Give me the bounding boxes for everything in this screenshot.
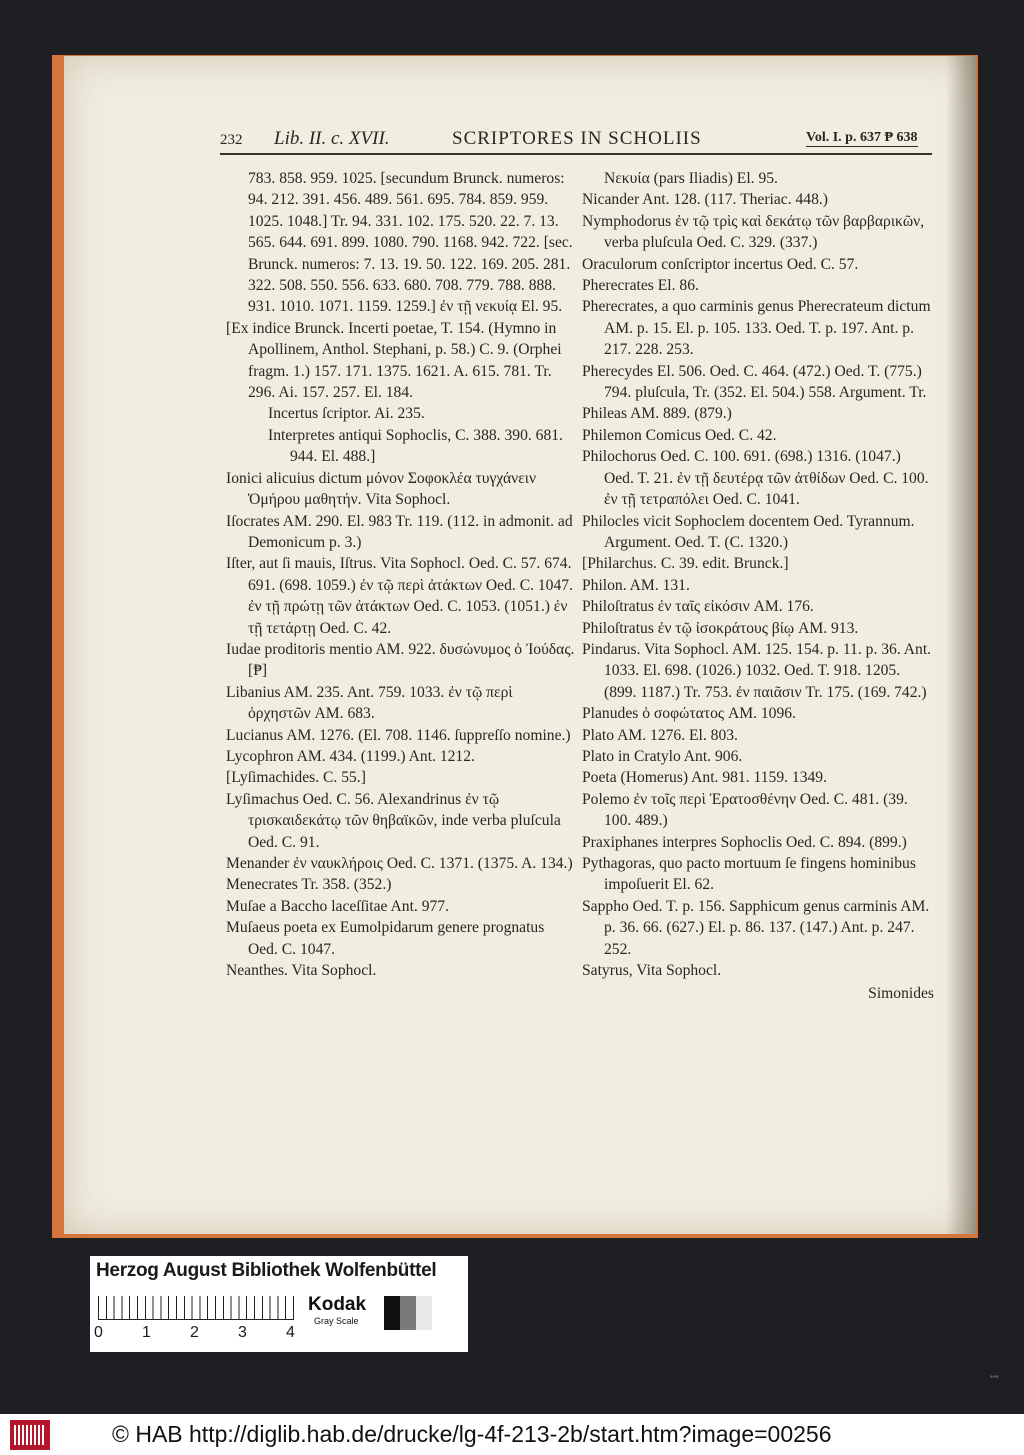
page-number: 232 — [220, 132, 243, 148]
index-entry: Philochorus Oed. C. 100. 691. (698.) 1316. (1047.) Oed. T. 21. ἐν τῇ δευτέρᾳ τῶν ἀτθίδων Oed. C. 100. ἐν τῇ τετραπόλει Oed. C. 1041. — [582, 448, 929, 509]
source-link[interactable]: © HAB http://diglib.hab.de/drucke/lg-4f-213-2b/start.htm?image=00256 — [112, 1421, 832, 1447]
ruler-numbers — [94, 1324, 304, 1344]
index-entry: Oraculorum conſcriptor incertus Oed. C. 57. — [582, 255, 859, 273]
right-text-column — [582, 168, 934, 1005]
scale-ruler — [98, 1296, 294, 1320]
index-entry: Philon. AM. 131. — [582, 576, 690, 594]
ruler-number: 0 — [94, 1324, 103, 1341]
index-entry: 783. 858. 959. 1025. [secundum Brunck. numeros: 94. 212. 391. 456. 489. 561. 695. 784. 859. 959. 1025. 1048.] Tr. 94. 331. 102. 175. 520. 22. 7. 13. 565. 644. 691. 899. 1080. 790. 1168. 942. 722. [sec. Brunck. numeros: 7. 13. 19. 50. 122. 169. 205. 281. 322. 508. 550. 556. 633. 680. 708. 779. 788. 888. 931. 1010. 1071. 1159. 1259.] ἐν τῇ νεκυίᾳ El. 95. — [248, 170, 573, 316]
index-entry: Philoſtratus ἐν τῷ ἰσοκράτους βίῳ AM. 913. — [582, 619, 859, 637]
hab-logo-icon — [10, 1420, 50, 1450]
index-entry: Pythagoras, quo pacto mortuum ſe fingens hominibus impoſuerit El. 62. — [582, 855, 916, 894]
chapter-label: Lib. II. c. XVII. — [274, 128, 390, 149]
left-text-column — [226, 168, 576, 981]
index-entry: Nymphodorus ἐν τῷ τρὶς καὶ δεκάτῳ τῶν βαρβαρικῶν, verba pluſcula Oed. C. 329. (337.) — [582, 212, 925, 252]
index-entry: Menecrates Tr. 358. (352.) — [226, 876, 392, 894]
color-calibration-card — [90, 1256, 468, 1352]
volume-reference: Vol. I. p. 637 ₱ 638 — [806, 130, 918, 145]
index-entry: Poeta (Homerus) Ant. 981. 1159. 1349. — [582, 769, 827, 787]
index-entry: [Philarchus. C. 39. edit. Brunck.] — [582, 555, 789, 573]
index-entry: Sappho Oed. T. p. 156. Sapphicum genus carminis AM. p. 36. 66. (627.) El. p. 86. 137. (147.) Ant. p. 247. 252. — [582, 897, 930, 958]
gray-swatch — [384, 1296, 400, 1330]
index-entry: Lycophron AM. 434. (1199.) Ant. 1212. — [226, 747, 475, 765]
index-entry: Muſae a Baccho laceſſitae Ant. 977. — [226, 897, 449, 915]
gray-swatches — [384, 1296, 432, 1330]
library-name: Herzog August Bibliothek Wolfenbüttel — [96, 1260, 437, 1281]
index-entry: Pherecrates El. 86. — [582, 277, 699, 295]
index-entry: Iſocrates AM. 290. El. 983 Tr. 119. (112. in admonit. ad Demonicum p. 3.) — [226, 512, 573, 551]
index-entry: Philocles vicit Sophoclem docentem Oed. Tyrannum. Argument. Oed. T. (C. 1320.) — [582, 512, 915, 551]
index-entry: Philemon Comicus Oed. C. 42. — [582, 426, 777, 444]
running-title: SCRIPTORES IN SCHOLIIS — [452, 128, 702, 149]
index-entry: Plato AM. 1276. El. 803. — [582, 726, 738, 744]
index-entry: Pindarus. Vita Sophocl. AM. 125. 154. p. 11. p. 36. Ant. 1033. El. 698. (1026.) 1032. Oed. T. 918. 1205. (899. 1187.) Tr. 753. ἐν παιᾶσιν Tr. 175. (169. 742.) — [582, 640, 932, 701]
index-entry: Nicander Ant. 128. (117. Theriac. 448.) — [582, 191, 828, 209]
ruler-number: 4 — [286, 1324, 295, 1341]
gray-scale-label: Gray Scale — [314, 1316, 359, 1326]
index-entry: Phileas AM. 889. (879.) — [582, 405, 732, 423]
index-entry: Muſaeus poeta ex Eumolpidarum genere prognatus Oed. C. 1047. — [226, 919, 545, 958]
index-entry: Incertus ſcriptor. Ai. 235. — [268, 405, 425, 423]
header-rule — [220, 153, 932, 155]
page-gutter-shadow — [946, 56, 976, 1234]
gray-swatch — [400, 1296, 416, 1330]
index-entry: Praxiphanes interpres Sophoclis Oed. C. 894. (899.) — [582, 833, 907, 851]
index-entry: Neanthes. Vita Sophocl. — [226, 962, 377, 980]
index-entry: [Ex indice Brunck. Incerti poetae, T. 154. (Hymno in Apollinem, Anthol. Stephani, p. 58.) C. 9. (Orphei fragm. 1.) 157. 171. 1375. 1621. A. 615. 781. Tr. 296. Ai. 157. 257. El. 184. — [226, 319, 562, 402]
index-entry: Lucianus AM. 1276. (El. 708. 1146. ſuppreſſo nomine.) — [226, 726, 571, 744]
index-entry: Pherecrates, a quo carminis genus Pherecrateum dictum AM. p. 15. El. p. 105. 133. Oed. T. p. 197. Ant. p. 217. 228. 253. — [582, 298, 931, 359]
index-entry: Plato in Cratylo Ant. 906. — [582, 747, 743, 765]
ruler-baseline — [98, 1319, 294, 1320]
index-entry: Planudes ὁ σοφώτατος AM. 1096. — [582, 705, 796, 723]
index-entry: Philoſtratus ἐν ταῖς εἰκόσιν AM. 176. — [582, 598, 814, 616]
footer-bar — [0, 1414, 1024, 1455]
index-entry: Pherecydes El. 506. Oed. C. 464. (472.) Oed. T. (775.) 794. pluſcula, Tr. (352. El. 504.) 558. Argument. Tr. — [582, 362, 927, 402]
index-entry: Polemo ἐν τοῖς περὶ Ἐρατοσθένην Oed. C. 481. (39. 100. 489.) — [582, 790, 908, 830]
gray-swatch — [416, 1296, 432, 1330]
index-entry: Lyſimachus Oed. C. 56. Alexandrinus ἐν τῷ τρισκαιδεκάτῳ τῶν θηβαϊκῶν, inde verba pluſcula Oed. C. 91. — [226, 790, 561, 851]
kodak-logo: Kodak — [308, 1294, 367, 1315]
index-entry: Satyrus, Vita Sophocl. — [582, 962, 722, 980]
index-entry: Menander ἐν ναυκλήροις Oed. C. 1371. (1375. A. 134.) — [226, 855, 573, 872]
index-entry: Libanius AM. 235. Ant. 759. 1033. ἐν τῷ περὶ ὀρχηστῶν AM. 683. — [226, 683, 513, 723]
index-entry: Νεκυία (pars Iliadis) El. 95. — [604, 170, 778, 187]
index-entry: [Lyſimachides. C. 55.] — [226, 769, 366, 787]
index-entry: Iſter, aut ſi mauis, Iſtrus. Vita Sophocl. Oed. C. 57. 674. 691. (698. 1059.) ἐν τῷ περὶ ἀτάκτων Oed. C. 1047. ἐν τῇ πρώτῃ τῶν ἀτάκτων Oed. C. 1053. (1051.) ἐν τῇ τετάρτῃ Oed. C. 42. — [226, 555, 573, 637]
corner-mark: ▪▪▪ — [990, 1372, 999, 1381]
ruler-number: 2 — [190, 1324, 199, 1341]
running-header — [220, 126, 940, 156]
index-entry: Iudae proditoris mentio AM. 922. δυσώνυμος ὁ Ἰούδας. [₱] — [226, 640, 575, 680]
ruler-number: 3 — [238, 1324, 247, 1341]
catchword: Simonides — [868, 985, 934, 1003]
index-entry: Interpretes antiqui Sophoclis, C. 388. 390. 681. 944. El. 488.] — [268, 426, 563, 466]
index-entry: Ionici alicuius dictum μόνον Σοφοκλέα τυγχάνειν Ὁμήρου μαθητήν. Vita Sophocl. — [226, 469, 537, 509]
ruler-number: 1 — [142, 1324, 151, 1341]
